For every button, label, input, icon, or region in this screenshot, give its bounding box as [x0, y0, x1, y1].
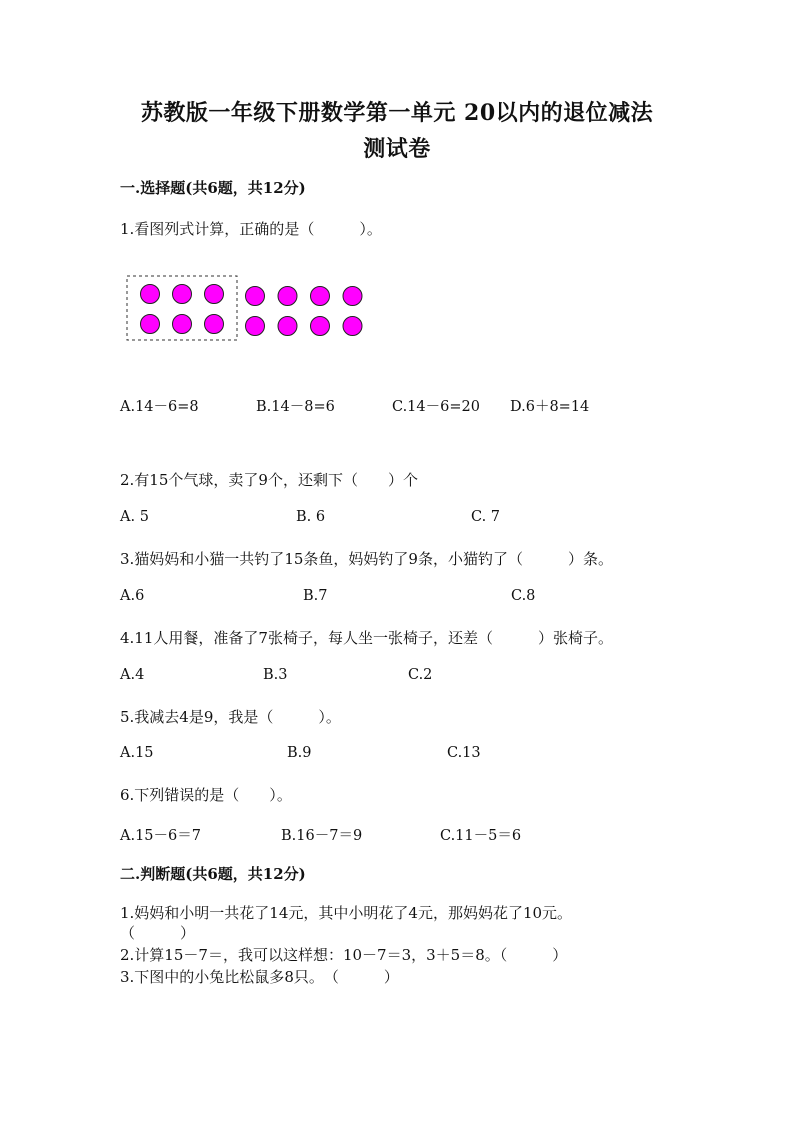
boxed-circle	[173, 315, 192, 334]
circle	[343, 317, 362, 336]
q5-option-b[interactable]: B.9	[287, 745, 312, 761]
question-4: 4.11人用餐，准备了7张椅子，每人坐一张椅子，还差（ ）张椅子。	[120, 629, 613, 647]
q4-option-b[interactable]: B.3	[263, 667, 288, 683]
q4-option-c[interactable]: C.2	[408, 667, 433, 683]
q1-option-c[interactable]: C.14－6=20	[392, 399, 480, 415]
q1-option-a[interactable]: A.14－6=8	[120, 399, 199, 415]
q3-option-c[interactable]: C.8	[511, 588, 536, 604]
judge-2: 2.计算15－7＝，我可以这样想：10－7＝3，3＋5＝8。（ ）	[120, 946, 568, 964]
circle	[278, 317, 297, 336]
section-heading-choice: 一.选择题(共6题，共12分)	[120, 179, 306, 197]
q3-option-a[interactable]: A.6	[120, 588, 145, 604]
q5-option-c[interactable]: C.13	[447, 745, 481, 761]
boxed-circle	[141, 285, 160, 304]
circle	[311, 317, 330, 336]
boxed-circle	[141, 315, 160, 334]
section-heading-judge: 二.判断题(共6题，共12分)	[120, 865, 306, 883]
question-5: 5.我减去4是9，我是（ ）。	[120, 708, 341, 726]
judge-1-answer-paren[interactable]: （ ）	[120, 924, 196, 942]
judge-1: 1.妈妈和小明一共花了14元，其中小明花了4元，那妈妈花了10元。	[120, 904, 573, 922]
circle	[246, 287, 265, 306]
q2-option-b[interactable]: B. 6	[296, 509, 326, 525]
q2-option-c[interactable]: C. 7	[471, 509, 501, 525]
question-6: 6.下列错误的是（ ）。	[120, 786, 292, 804]
page-subtitle: 测试卷	[363, 136, 431, 162]
boxed-circle	[205, 285, 224, 304]
q1-option-d[interactable]: D.6＋8=14	[510, 399, 590, 415]
circle	[311, 287, 330, 306]
question-1: 1.看图列式计算，正确的是（ ）。	[120, 220, 382, 238]
q6-option-a[interactable]: A.15－6＝7	[120, 828, 201, 844]
question-2: 2.有15个气球，卖了9个，还剩下（ ）个	[120, 471, 418, 489]
q6-option-c[interactable]: C.11－5＝6	[440, 828, 522, 844]
q1-option-b[interactable]: B.14－8=6	[256, 399, 335, 415]
page-title: 苏教版一年级下册数学第一单元 20以内的退位减法	[140, 100, 654, 126]
question-3: 3.猫妈妈和小猫一共钓了15条鱼，妈妈钓了9条，小猫钓了（ ）条。	[120, 550, 613, 568]
circle	[343, 287, 362, 306]
dot-group	[141, 285, 363, 336]
q2-option-a[interactable]: A. 5	[120, 509, 149, 525]
q3-option-b[interactable]: B.7	[303, 588, 328, 604]
q4-option-a[interactable]: A.4	[120, 667, 145, 683]
boxed-circle	[205, 315, 224, 334]
judge-3: 3.下图中的小兔比松鼠多8只。 （ ）	[120, 968, 399, 986]
question-1-figure	[120, 270, 380, 350]
boxed-circle	[173, 285, 192, 304]
circle	[278, 287, 297, 306]
q6-option-b[interactable]: B.16－7＝9	[281, 828, 363, 844]
q5-option-a[interactable]: A.15	[120, 745, 154, 761]
circle	[246, 317, 265, 336]
